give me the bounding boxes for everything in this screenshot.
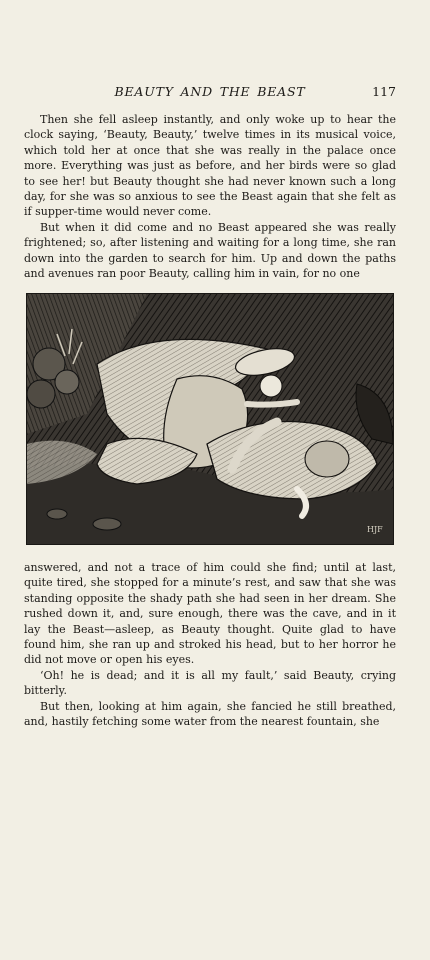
- paragraph: Then she fell asleep instantly, and only woke up to hear the clock saying, ‘Beauty, Beauty,’ twelve times in its musical voice, which told her at once that she was really in the palace once more. Everything was just as before, and her birds were so glad to see her! but Beauty thought she had never known such a long day, for she was so anxious to see the Beast again that she felt as if supper-time would never come.: [24, 113, 396, 219]
- rock: [47, 509, 67, 519]
- beast-head: [305, 441, 349, 477]
- rock: [93, 518, 121, 530]
- running-head: [24, 84, 396, 102]
- paragraph: answered, and not a trace of him could she find; until at last, quite tired, she stopped for a minute’s rest, and saw that she was standing opposite the shady path she had seen in her dream. She rushed down it, and, sure enough, there was the cave, and in it lay the Beast—asleep, as Beauty thought. Quite glad to have found him, she ran up and stroked his head, but to her horror he did not move or open his eyes.: [24, 561, 396, 667]
- beauty-face: [260, 375, 282, 397]
- text-block-top: [24, 112, 396, 281]
- text-block-bottom: [24, 560, 396, 729]
- engraving-illustration: [27, 294, 393, 544]
- illustration-beauty-and-beast: [26, 293, 394, 545]
- artist-monogram: HJF: [367, 525, 383, 534]
- page-number: 117: [372, 84, 396, 99]
- paragraph: But when it did come and no Beast appeared she was really frightened; so, after listening and waiting for a long time, she ran down into the garden to search for him. Up and down the paths and avenues ran poor Beauty, calling him in vain, for no one: [24, 220, 396, 281]
- running-title: BEAUTY AND THE BEAST: [114, 84, 306, 99]
- paragraph: But then, looking at him again, she fancied he still breathed, and, hastily fetching some water from the nearest fountain, she: [24, 699, 396, 729]
- beauty-arm: [247, 402, 297, 405]
- paragraph: ‘Oh! he is dead; and it is all my fault,’ said Beauty, crying bitterly.: [24, 668, 396, 698]
